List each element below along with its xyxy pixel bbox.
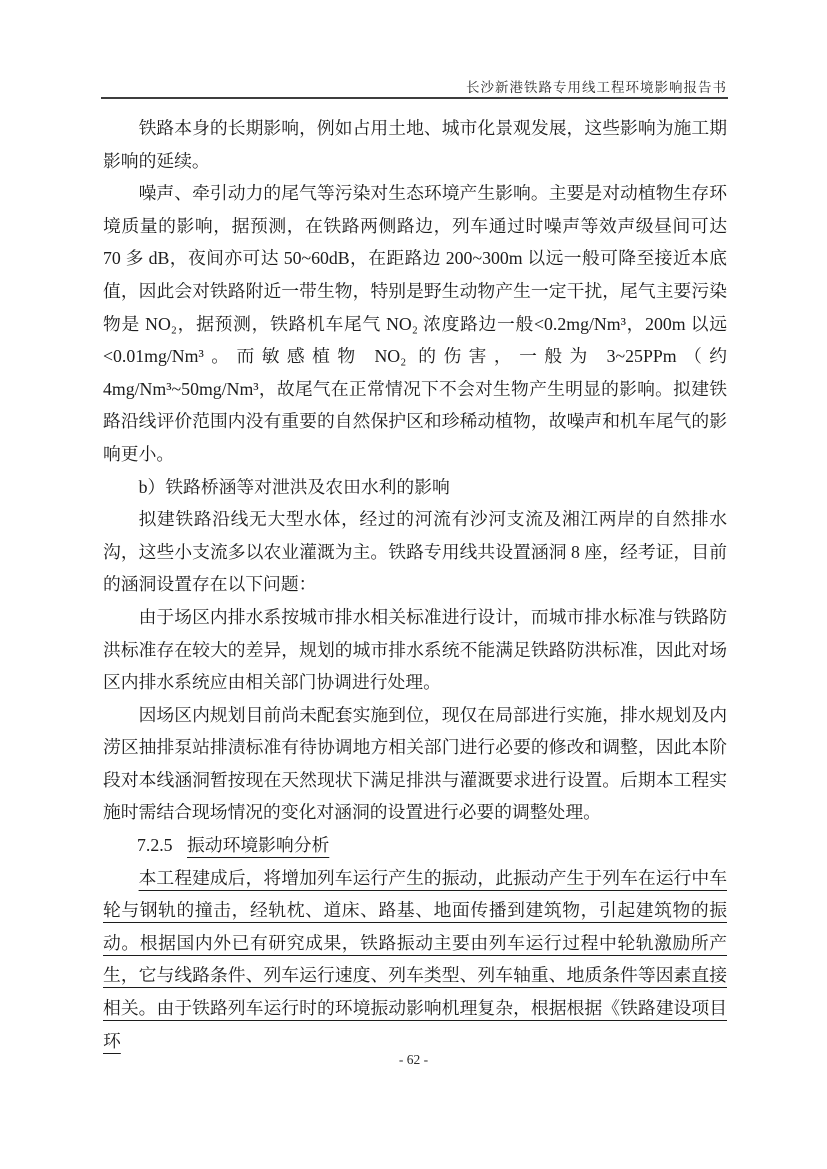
section-heading-7-2-5: [103, 829, 727, 862]
paragraph: 噪声、牵引动力的尾气等污染对生态环境产生影响。主要是对动植物生存环境质量的影响，据预测，在铁路两侧路边，列车通过时噪声等效声级昼间可达 70 多 dB，夜间亦可达 50~60dB，在距路边 200~300m 以远一般可降至接近本底值，因此会对铁路附近一带生物，特别是野生动物产生一定干扰，尾气主要污染物是 NO₂，据预测，铁路机车尾气 NO₂ 浓度路边一般<0.2mg/Nm³，200m 以远<0.01mg/Nm³。而敏感植物 NO₂ 的伤害，一般为 3~25PPm（约 4mg/Nm³~50mg/Nm³，故尾气在正常情况下不会对生物产生明显的影响。拟建铁路沿线评价范围内没有重要的自然保护区和珍稀动植物，故噪声和机车尾气的影响更小。: [103, 183, 727, 464]
paragraph: 拟建铁路沿线无大型水体，经过的河流有沙河支流及湘江两岸的自然排水沟，这些小支流多以农业灌溉为主。铁路专用线共设置涵洞 8 座，经考证，目前的涵洞设置存在以下问题：: [103, 509, 727, 595]
paragraph: 由于场区内排水系按城市排水相关标准进行设计，而城市排水标准与铁路防洪标准存在较大的差异，规划的城市排水系统不能满足铁路防洪标准，因此对场区内排水系统应由相关部门协调进行处理。: [103, 606, 727, 693]
section-heading-title: 振动环境影响分析: [187, 835, 330, 856]
page-number: - 62 -: [398, 1052, 429, 1067]
paragraph: 铁路本身的长期影响，例如占用土地、城市化景观发展，这些影响为施工期影响的延续。: [103, 118, 727, 171]
header-rule: [101, 97, 728, 99]
page-header-title: 长沙新港铁路专用线工程环境影响报告书: [466, 80, 727, 95]
document-body: [103, 112, 727, 1057]
paragraph-subitem-b: b）铁路桥涵等对泄洪及农田水利的影响: [138, 476, 450, 497]
underlined-paragraph: 本工程建成后，将增加列车运行产生的振动，此振动产生于列车在运行中车轮与钢轨的撞击，经轨枕、道床、路基、地面传播到建筑物，引起建筑物的振动。根据国内外已有研究成果，铁路振动主要由列车运行过程中轮轨激励所产生，它与线路条件、列车运行速度、列车类型、列车轴重、地质条件等因素直接相关。由于铁路列车运行时的环境振动影响机理复杂，根据根据《铁路建设项目环: [103, 867, 727, 1051]
paragraph: 因场区内规划目前尚未配套实施到位，现仅在局部进行实施，排水规划及内涝区抽排泵站排渍标准有待协调地方相关部门进行必要的修改和调整，因此本阶段对本线涵洞暂按现在天然现状下满足排洪与灌溉要求进行设置。后期本工程实施时需结合现场情况的变化对涵洞的设置进行必要的调整处理。: [103, 704, 727, 823]
section-heading-number: 7.2.5: [137, 835, 173, 856]
